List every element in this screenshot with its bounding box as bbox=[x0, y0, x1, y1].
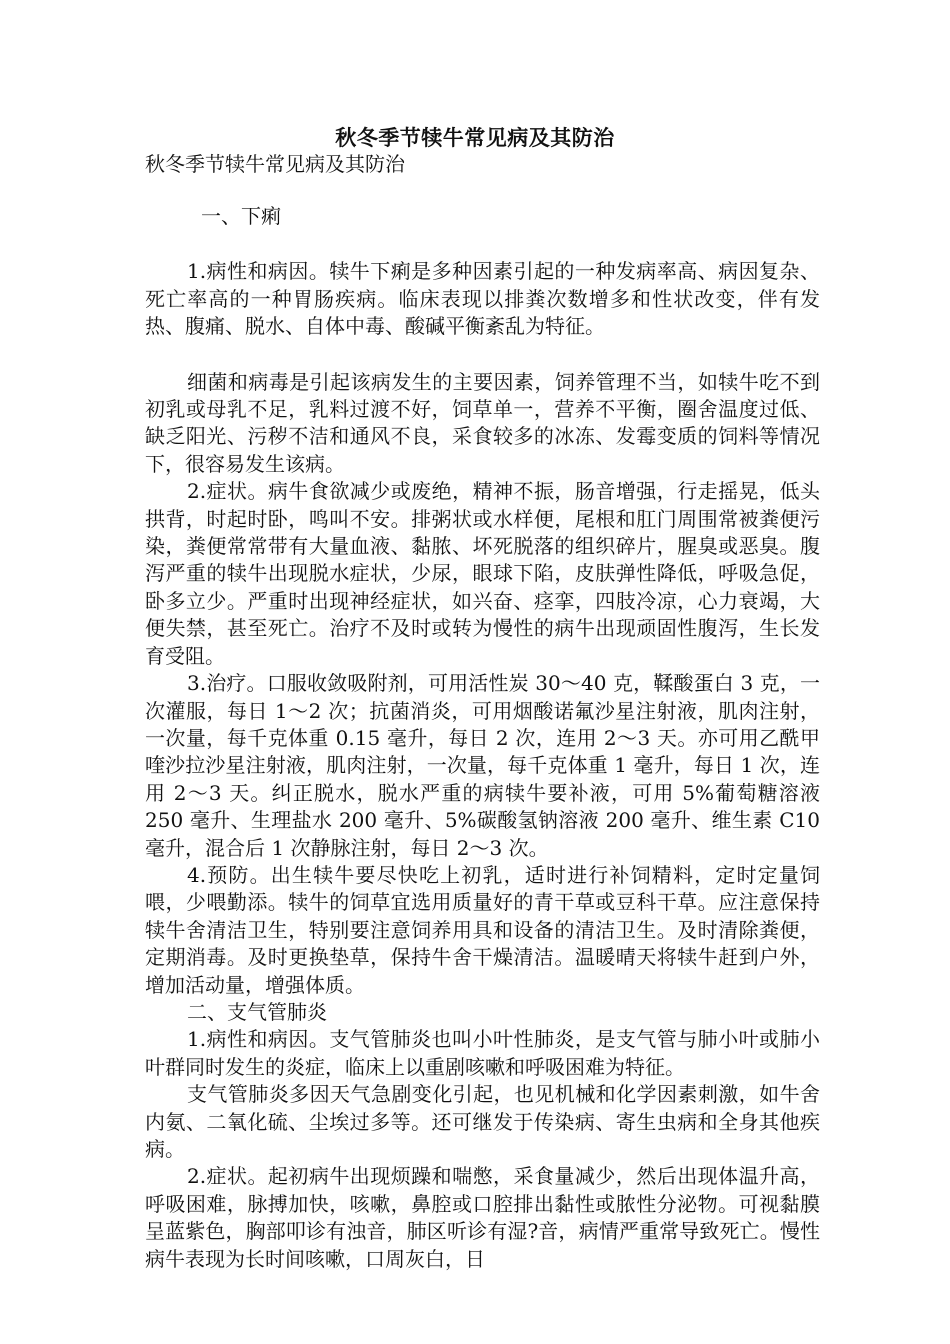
document-body bbox=[145, 203, 820, 1273]
paragraph: 支气管肺炎多因天气急剧变化引起，也见机械和化学因素刺激，如牛舍内氨、二氧化硫、尘埃过多等。还可继发于传染病、寄生虫病和全身其他疾病。 bbox=[145, 1082, 820, 1161]
section-heading-bronchopneumonia: 二、支气管肺炎 bbox=[187, 999, 327, 1024]
paragraph: 细菌和病毒是引起该病发生的主要因素，饲养管理不当，如犊牛吃不到初乳或母乳不足，乳料过渡不好，饲草单一，营养不平衡，圈舍温度过低、缺乏阳光、污秽不洁和通风不良，采食较多的冰冻、发霉变质的饲料等情况下，很容易发生该病。 bbox=[145, 369, 820, 476]
paragraph: 2.症状。病牛食欲减少或废绝，精神不振，肠音增强，行走摇晃，低头拱背，时起时卧，鸣叫不安。排粥状或水样便，尾根和肛门周围常被粪便污染，粪便常常带有大量血液、黏脓、坏死脱落的组织碎片，腥臭或恶臭。腹泻严重的犊牛出现脱水症状，少尿，眼球下陷，皮肤弹性降低，呼吸急促，卧多立少。严重时出现神经症状，如兴奋、痉挛，四肢冷凉，心力衰竭，大便失禁，甚至死亡。治疗不及时或转为慢性的病牛出现顽固性腹泻，生长发育受阻。 bbox=[145, 479, 820, 668]
paragraph: 1.病性和病因。犊牛下痢是多种因素引起的一种发病率高、病因复杂、死亡率高的一种胃肠疾病。临床表现以排粪次数增多和性状改变，伴有发热、腹痛、脱水、自体中毒、酸碱平衡紊乱为特征。 bbox=[145, 259, 820, 339]
paragraph: 4.预防。出生犊牛要尽快吃上初乳，适时进行补饲精料，定时定量饲喂，少喂勤添。犊牛的饲草宜选用质量好的青干草或豆科干草。应注意保持犊牛舍清洁卫生，特别要注意饲养用具和设备的清洁卫生。及时清除粪便，定期消毒。及时更换垫草，保持牛舍干燥清洁。温暖晴天将犊牛赶到户外，增加活动量，增强体质。 bbox=[145, 862, 820, 997]
document-title: 秋冬季节犊牛常见病及其防治 bbox=[335, 125, 615, 150]
paragraph: 2.症状。起初病牛出现烦躁和喘憋，采食量减少，然后出现体温升高，呼吸困难，脉搏加快，咳嗽，鼻腔或口腔排出黏性或脓性分泌物。可视黏膜呈蓝紫色，胸部叩诊有浊音，肺区听诊有湿?音，病情严重常导致死亡。慢性病牛表现为长时间咳嗽，口周灰白，日 bbox=[145, 1164, 820, 1271]
paragraph: 1.病性和病因。支气管肺炎也叫小叶性肺炎，是支气管与肺小叶或肺小叶群同时发生的炎症，临床上以重剧咳嗽和呼吸困难为特征。 bbox=[145, 1027, 820, 1079]
paragraph: 3.治疗。口服收敛吸附剂，可用活性炭 30～40 克，鞣酸蛋白 3 克，一次灌服，每日 1～2 次；抗菌消炎，可用烟酸诺氟沙星注射液，肌肉注射，一次量，每千克体重 0.15 毫升，每日 2 次，连用 2～3 天。亦可用乙酰甲喹沙拉沙星注射液，肌肉注射，一次量，每千克体重 1 毫升，每日 1 次，连用 2～3 天。纠正脱水，脱水严重的病犊牛要补液，可用 5%葡萄糖溶液 250 毫升、生理盐水 200 毫升、5%碳酸氢钠溶液 200 毫升、维生素 C10 毫升，混合后 1 次静脉注射，每日 2～3 次。 bbox=[145, 671, 820, 860]
section-heading-diarrhea: 一、下痢 bbox=[201, 204, 281, 228]
document-subtitle: 秋冬季节犊牛常见病及其防治 bbox=[145, 152, 405, 176]
